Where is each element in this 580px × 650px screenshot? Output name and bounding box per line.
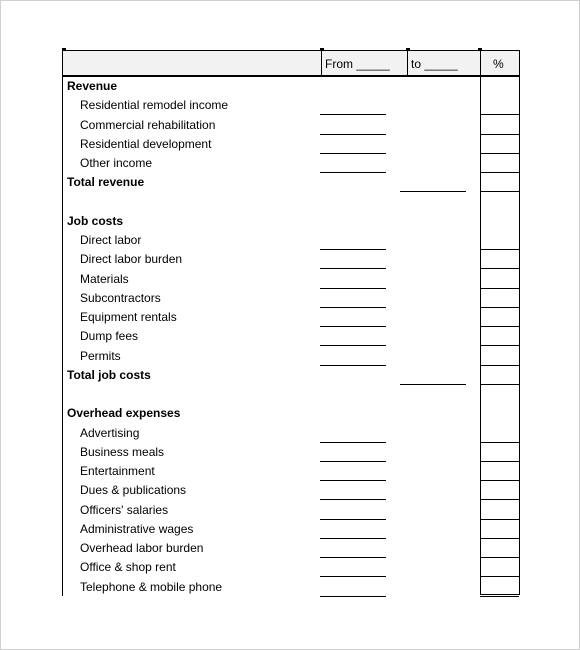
line-item-label: Direct labor <box>80 233 142 247</box>
line-item <box>62 116 518 135</box>
profit-loss-form <box>62 48 520 596</box>
line-item <box>62 154 518 173</box>
line-item <box>62 308 518 327</box>
line-item <box>62 96 518 115</box>
section-heading-label: Job costs <box>67 213 124 228</box>
line-item-label: Office & shop rent <box>80 560 176 575</box>
section-heading <box>62 77 518 96</box>
line-item <box>62 558 518 577</box>
line-item <box>62 501 518 520</box>
section-total-label: Total revenue <box>67 175 145 190</box>
line-item-label: Other income <box>80 156 153 170</box>
line-item <box>62 481 518 500</box>
line-item <box>62 250 518 269</box>
line-item <box>62 443 518 462</box>
line-item <box>62 327 518 346</box>
line-item-label: Equipment rentals <box>80 310 177 324</box>
line-item-label: Administrative wages <box>80 521 194 536</box>
section-heading-label: Revenue <box>67 79 118 93</box>
section-heading-label: Overhead expenses <box>67 406 181 421</box>
line-item-label: Residential development <box>80 136 212 151</box>
line-item-label: Advertising <box>80 425 140 440</box>
line-item <box>62 539 518 558</box>
to-header: to _____ <box>411 57 458 71</box>
percent-field[interactable] <box>480 384 519 385</box>
column-divider <box>407 50 408 76</box>
section-heading <box>62 212 518 231</box>
line-item <box>62 578 518 597</box>
line-item <box>62 462 518 481</box>
from-header: From _____ <box>325 57 390 71</box>
line-item-label: Commercial rehabilitation <box>80 117 216 132</box>
line-item <box>62 289 518 308</box>
column-divider <box>480 50 481 76</box>
line-item <box>62 520 518 539</box>
column-divider <box>321 50 322 76</box>
line-item-label: Overhead labor burden <box>80 541 204 555</box>
column-header-row <box>62 50 520 77</box>
line-item-label: Residential remodel income <box>80 98 229 113</box>
line-item <box>62 231 518 250</box>
line-item-label: Officers' salaries <box>80 502 169 517</box>
line-item-label: Dump fees <box>80 329 139 344</box>
to-amount-field[interactable] <box>400 191 466 192</box>
line-item-label: Direct labor burden <box>80 252 183 267</box>
line-item <box>62 270 518 289</box>
section-total <box>62 366 518 385</box>
percent-field[interactable] <box>480 596 519 597</box>
to-amount-field[interactable] <box>400 384 466 385</box>
line-item-label: Dues & publications <box>80 483 187 498</box>
line-item-label: Materials <box>80 271 129 286</box>
line-item-label: Business meals <box>80 444 165 459</box>
line-item-label: Entertainment <box>80 464 155 478</box>
percent-header: % <box>493 57 504 71</box>
line-item-label: Subcontractors <box>80 290 161 305</box>
line-item <box>62 135 518 154</box>
line-item-label: Telephone & mobile phone <box>80 579 223 594</box>
line-item <box>62 347 518 366</box>
section-total-label: Total job costs <box>67 367 151 382</box>
line-item <box>62 424 518 443</box>
percent-field[interactable] <box>480 191 519 192</box>
section-total <box>62 173 518 192</box>
section-heading <box>62 404 518 423</box>
line-item-label: Permits <box>80 348 121 363</box>
from-amount-field[interactable] <box>320 596 386 597</box>
